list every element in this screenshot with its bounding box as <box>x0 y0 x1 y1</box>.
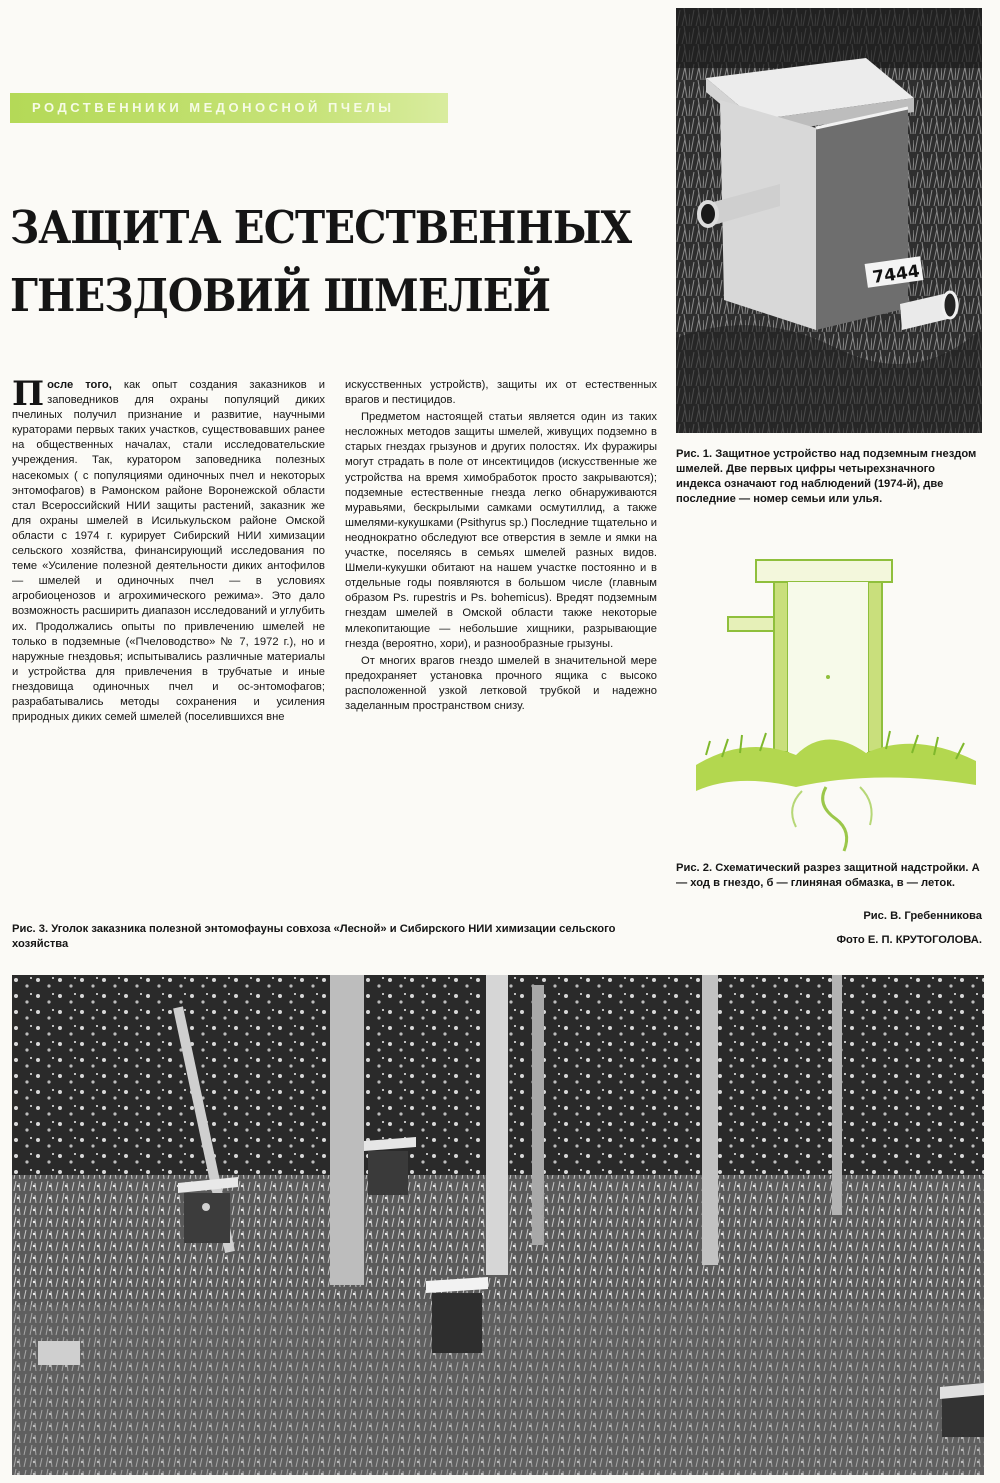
nest-box-illustration <box>676 8 982 433</box>
headline-line-2: ГНЕЗДОВИЙ ШМЕЛЕЙ <box>10 269 551 322</box>
dropcap: П <box>12 374 45 414</box>
article-headline <box>10 194 632 330</box>
figure-2-caption: Рис. 2. Схематический разрез защитной надстройки. А — ход в гнездо, б — глиняная обмазка, в — леток. <box>676 862 980 889</box>
figure-3-photo <box>12 975 984 1475</box>
figure-2-schematic <box>676 555 982 855</box>
article-column-1 <box>12 374 325 727</box>
article-paragraph: искусственных устройств), защиты их от естественных врагов и пестицидов. <box>345 379 657 407</box>
article-paragraph: Предметом настоящей статьи является один из таких несложных методов защиты шмелей, живущих подземно в старых гнездах грызунов и других полостях. Их фуражиры могут страдать в поле от инсектицидов (искусственные же устройства на время химобработок просто закрываются); подземные естественные гнезда легко обнаруживаются муравьями, бескрылыми самками осмутиллид, а также шмелями-кукушками (Psithyrus sp.) Последние тщательно и неоднократно обследуют все отверстия в земле и ямки на участке, поселяясь в семьях шмелей разных видов. Шмели-кукушки обитают на нашем участке постоянно и в отдельные годы появляются в большом числе (главным образом Ps. rupestris и Ps. bohemicus). Вредят подземным гнездам шмелей в Омской области также некоторые млекопитающие — небольшие хищники, разрывающие гнезда (вероятно, хори), и разнообразные грызуны. <box>345 411 657 650</box>
box-number-label: 7444 <box>871 261 921 288</box>
photo-credit: Фото Е. П. КРУТОГОЛОВА. <box>836 934 982 946</box>
section-diagram <box>676 555 982 855</box>
figure-3-caption: Рис. 3. Уголок заказника полезной энтомофауны совхоза «Лесной» и Сибирского НИИ химизации сельского хозяйства <box>12 923 616 950</box>
figure-1-caption: Рис. 1. Защитное устройство над подземным гнездом шмелей. Две первых цифры четырехзначного индекса означают год наблюдений (1974-й), две последние — номер семьи или улья. <box>676 448 977 505</box>
figure-1-photo <box>676 8 982 433</box>
section-band: РОДСТВЕННИКИ МЕДОНОСНОЙ ПЧЕЛЫ <box>10 93 448 123</box>
article-column-2 <box>345 378 657 716</box>
article-paragraph <box>12 374 325 725</box>
lead-in: осле того, <box>47 379 112 391</box>
headline-line-1: ЗАЩИТА ЕСТЕСТВЕННЫХ <box>10 201 632 254</box>
article-paragraph: От многих врагов гнездо шмелей в значительной мере предохраняет установка прочного ящика с высоко расположенной узкой летковой трубкой и надежно заделанным пространством снизу. <box>345 654 657 712</box>
paragraph-text: как опыт создания заказников и заповедников для охраны популяций диких пчелиных получил признание и развитие, научными кураторами первых таких участков, существовавших ранее на общественных началах, стали исследовательские учреждения. Так, куратором заповедника полезных насекомых ( с популяциями одиночных пчел и некоторых энтомофагов) в Рамонском районе Воронежской области стал Всероссийский НИИ защиты растений, заказник же для охраны шмелей в Исилькульском районе Омской области с 1974 г. курирует Сибирский НИИ химизации сельского хозяйства, финансирующий исследования по теме «Усиление полезной деятельности диких антофилов — шмелей и одиночных пчел — в условиях агробиоценозов и агрохимического режима». Это дало возможность расширить диапазон исследований и углубить их. Продолжались опыты по привлечению шмелей не только в подземные («Пчеловодство» № 7, 1972 г.), но и наружные гнездовья; испытывались различные материалы и устройства для привлечения в трубчатые и иные гнездовища одиночных пчел и ос-энтомофагов; разрабатывались методы сохранения и усиления природных диких семей шмелей (поселившихся вне <box>12 379 325 724</box>
figure-2-credit: Рис. В. Гребенникова <box>863 910 982 922</box>
reserve-landscape <box>12 975 984 1475</box>
